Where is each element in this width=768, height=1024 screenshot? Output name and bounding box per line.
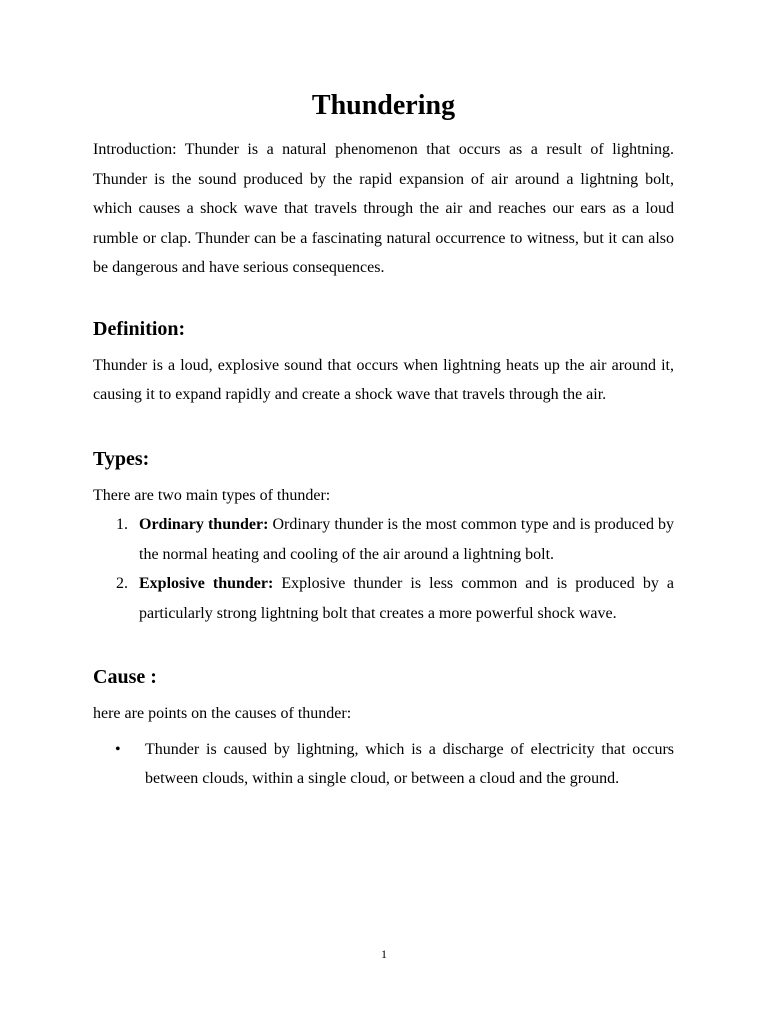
type-description: Explosive thunder is less common and is produced by a particularly strong lightning bolt that creates a more powerful shock wave.	[139, 575, 675, 622]
cause-text: Thunder is caused by lightning, which is a discharge of electricity that occurs between clouds, within a single cloud, or between a cloud and the ground.	[145, 740, 674, 787]
list-item	[93, 569, 674, 628]
cause-heading: Cause :	[93, 666, 157, 688]
types-heading: Types:	[93, 447, 150, 470]
type-description: Ordinary thunder is the most common type and is produced by the normal heating and cooling of the air around a lightning bolt.	[139, 516, 675, 563]
cause-list	[93, 735, 674, 794]
type-term: Ordinary thunder:	[139, 516, 269, 533]
type-term: Explosive thunder:	[139, 575, 274, 592]
list-item	[93, 510, 674, 569]
types-list	[93, 510, 674, 628]
intro-paragraph: Introduction: Thunder is a natural phenomenon that occurs as a result of lightning. Thunder is the sound produced by the rapid expansion of air around a lightning bolt, which causes a shock wave that travels through the air and reaches our ears as a loud rumble or clap. Thunder can be a fascinating natural occurrence to witness, but it can also be dangerous and have serious consequences.	[93, 141, 674, 276]
bullet-icon: •	[115, 740, 121, 758]
list-number: 2.	[116, 575, 128, 592]
document-title: Thundering	[311, 90, 456, 121]
definition-heading: Definition:	[93, 317, 186, 340]
list-number: 1.	[116, 516, 128, 533]
definition-paragraph: Thunder is a loud, explosive sound that occurs when lightning heats up the air around it, causing it to expand rapidly and create a shock wave that travels through the air.	[93, 356, 674, 403]
types-intro: There are two main types of thunder:	[93, 486, 331, 504]
page-number: 1	[381, 947, 387, 961]
document-page	[93, 84, 674, 794]
cause-intro: here are points on the causes of thunder:	[93, 705, 352, 722]
list-item	[93, 735, 674, 794]
